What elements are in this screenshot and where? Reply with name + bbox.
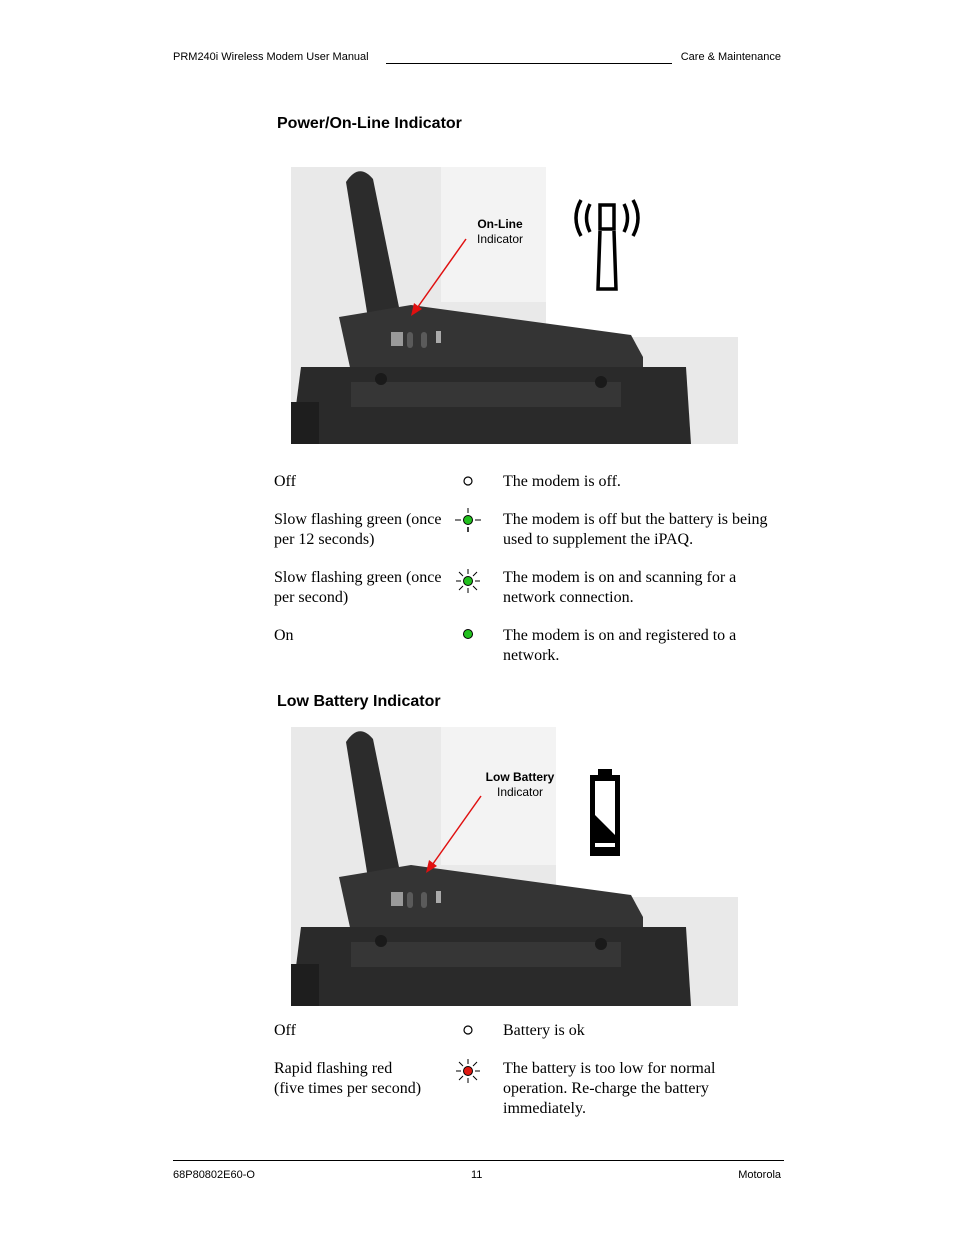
- header-rule: [386, 63, 672, 64]
- header-title: PRM240i Wireless Modem User Manual: [173, 51, 369, 63]
- row-online-2-desc: The modem is on and scanning for a network connection.: [503, 569, 737, 606]
- modem-illustration: [291, 167, 738, 444]
- row-online-1-label: Slow flashing green (once per 12 seconds): [274, 511, 442, 548]
- row-online-1-desc: The modem is off but the battery is being used to supplement the iPAQ.: [503, 511, 768, 548]
- callout-arrow-online: [405, 235, 470, 320]
- led-red-flash-icon: [455, 1058, 481, 1084]
- callout-battery: [476, 770, 564, 800]
- section-heading-battery: Low Battery Indicator: [277, 693, 441, 710]
- low-battery-icon: [587, 767, 623, 859]
- modem-photo-online: [291, 167, 738, 444]
- row-battery-1-desc: The battery is too low for normal operation. Re-charge the battery immediately.: [503, 1060, 716, 1117]
- callout-online: [465, 217, 535, 247]
- row-online-3-label: On: [274, 627, 294, 644]
- callout-arrow-battery: [420, 792, 485, 877]
- row-battery-0-label: Off: [274, 1022, 296, 1039]
- row-battery-0-desc: Battery is ok: [503, 1022, 585, 1039]
- row-online-0-label: Off: [274, 473, 296, 490]
- callout-battery-title: Low Battery: [485, 770, 555, 784]
- footer-rule: [173, 1160, 784, 1161]
- footer-doc-number: 68P80802E60-O: [173, 1169, 255, 1181]
- row-online-2-label: Slow flashing green (once per second): [274, 569, 442, 606]
- led-off-icon: [458, 1020, 478, 1040]
- callout-battery-sub: Indicator: [496, 785, 544, 799]
- modem-illustration: [291, 727, 738, 1006]
- header-section: Care & Maintenance: [680, 51, 781, 63]
- footer-company: Motorola: [738, 1169, 781, 1181]
- footer-page-number: 11: [471, 1169, 483, 1181]
- callout-online-title: On-Line: [477, 217, 523, 231]
- row-online-3-desc: The modem is on and registered to a network.: [503, 627, 737, 664]
- led-off-icon: [458, 471, 478, 491]
- modem-photo-battery: [291, 727, 738, 1006]
- led-green-on-icon: [458, 624, 478, 644]
- led-green-flash-icon: [455, 568, 481, 594]
- callout-online-sub: Indicator: [476, 232, 524, 246]
- section-heading-power: Power/On-Line Indicator: [277, 115, 462, 132]
- row-online-0-desc: The modem is off.: [503, 473, 621, 490]
- antenna-signal-icon: [569, 195, 645, 292]
- row-battery-1-label: Rapid flashing red (five times per second): [274, 1060, 422, 1097]
- led-green-slow-flash-icon: [454, 507, 482, 533]
